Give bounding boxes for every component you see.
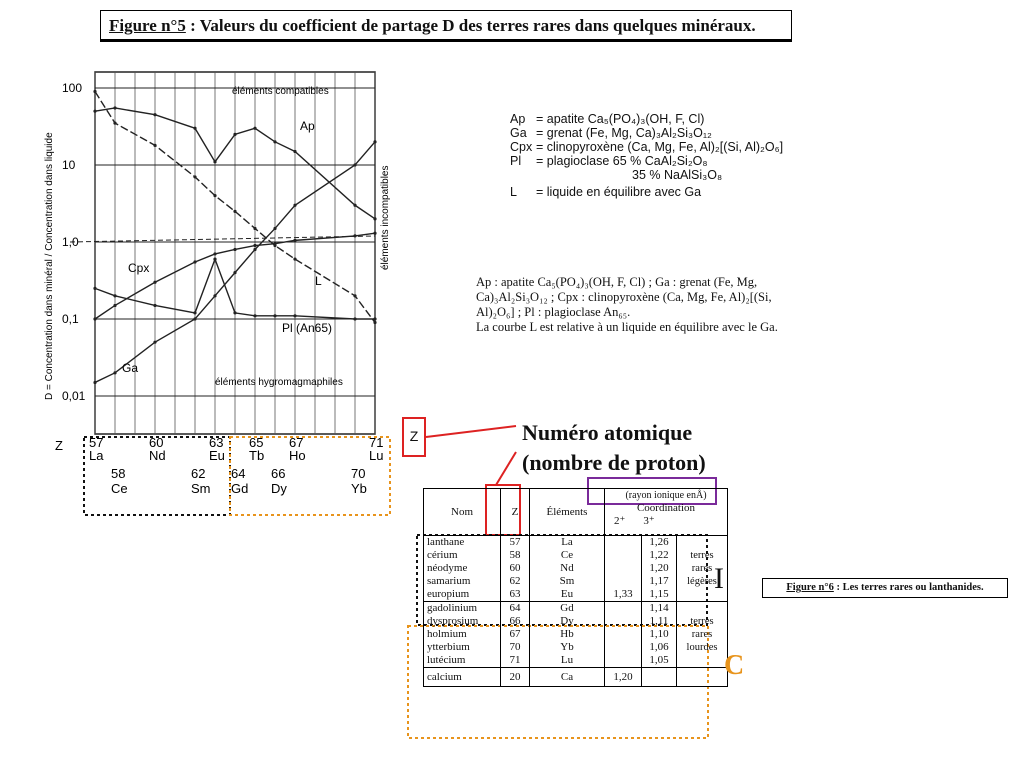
x-element-label-row2: Dy	[271, 481, 287, 496]
header-nom: Nom	[424, 489, 501, 536]
y-tick-label: 10	[62, 158, 76, 172]
cell-nom: europium	[424, 588, 501, 602]
cell-element: Ca	[530, 668, 605, 687]
legend-text: 35 % NaAlSi₃O₈	[632, 168, 723, 182]
annotation-hygromagmaphile: éléments hygromagmaphiles	[215, 377, 343, 388]
cell-z: 70	[501, 641, 530, 654]
cell-z: 62	[501, 575, 530, 588]
x-element-label-row1: Lu	[369, 448, 384, 463]
legend-text: = grenat (Fe, Mg, Ca)₃Al₂Si₃O₁₂	[536, 126, 712, 140]
x-tick-label-bottom: 66	[271, 466, 286, 481]
header-rayon: (rayon ionique enÅ)	[625, 490, 707, 501]
x-tick-label-top: 71	[369, 435, 384, 450]
cell-radius-2plus	[605, 575, 642, 588]
z-connector-line	[426, 426, 516, 437]
cell-nom: cérium	[424, 549, 501, 562]
annotation-compatible: éléments compatibles	[232, 86, 329, 97]
cell-radius-3plus: 1,20	[642, 562, 677, 575]
legend-abbr: Ap	[510, 112, 526, 126]
legend-text: = plagioclase 65 % CaAl₂Si₂O₈	[536, 154, 708, 168]
cell-nom: lutécium	[424, 654, 501, 668]
series-label: Cpx	[128, 261, 150, 275]
cell-z: 63	[501, 588, 530, 602]
cell-element: Lu	[530, 654, 605, 668]
cell-z: 58	[501, 549, 530, 562]
cell-nom: calcium	[424, 668, 501, 687]
x-element-label-row2: Sm	[191, 481, 211, 496]
rare-earths-table	[423, 488, 728, 687]
x-element-label-row1: Eu	[209, 448, 225, 463]
cell-radius-3plus: 1,06	[642, 641, 677, 654]
header-elements: Éléments	[530, 489, 605, 536]
figure-6-text: : Les terres rares ou lanthanides.	[833, 582, 984, 593]
table-row	[424, 668, 728, 687]
y-tick-label: 100	[62, 81, 83, 95]
x-element-label-row2: Yb	[351, 481, 367, 496]
cell-element: Ce	[530, 549, 605, 562]
x-tick-label-top: 57	[89, 435, 104, 450]
table-row	[424, 536, 728, 550]
cell-radius-2plus	[605, 549, 642, 562]
header-coordination	[605, 489, 728, 536]
cell-radius-2plus	[605, 536, 642, 550]
cell-element: Yb	[530, 641, 605, 654]
cell-z: 20	[501, 668, 530, 687]
annotation-line-1: Numéro atomique	[522, 420, 693, 445]
x-element-label-row1: Tb	[249, 448, 265, 463]
cell-nom: lanthane	[424, 536, 501, 550]
cell-nom: néodyme	[424, 562, 501, 575]
figure-6-ref: Figure n°6	[786, 582, 834, 593]
header-coord: Coordination	[636, 502, 696, 514]
cell-nom: samarium	[424, 575, 501, 588]
x-tick-label-top: 60	[149, 435, 164, 450]
figure-6-label	[762, 578, 1008, 598]
y-tick-label: 1,0	[62, 235, 79, 249]
heavy-rare-earths-chart-box	[230, 437, 390, 515]
y-axis-label: D = Concentration dans minéral / Concentration dans liquide	[44, 132, 55, 400]
cell-radius-2plus	[605, 562, 642, 575]
x-tick-label-bottom: 58	[111, 466, 126, 481]
caption-line: La courbe L est relative à un liquide en équilibre avec le Ga.	[476, 320, 778, 334]
y-tick-label: 0,1	[62, 312, 79, 326]
cell-radius-3plus: 1,26	[642, 536, 677, 550]
legend-abbr: Ga	[510, 126, 527, 140]
caption-line: Ap : apatite Ca₅(PO₄)₃(OH, F, Cl) ; Ga : grenat (Fe, Mg,	[476, 275, 758, 289]
z-column-connector	[496, 452, 516, 485]
cell-z: 71	[501, 654, 530, 668]
cell-nom: gadolinium	[424, 602, 501, 616]
y-tick-label: 0,01	[62, 389, 86, 403]
header-3plus: 3⁺	[643, 515, 655, 527]
caption-line: Ca)₃Al₂Si₃O₁₂ ; Cpx : clinopyroxène (Ca, Mg, Fe, Al)₂[(Si,	[476, 290, 772, 304]
legend-abbr: L	[510, 185, 517, 199]
cell-nom: holmium	[424, 628, 501, 641]
cell-element: Nd	[530, 562, 605, 575]
cell-radius-2plus	[605, 628, 642, 641]
heavy-group-label: C	[724, 650, 745, 681]
y-axis-label-right: éléments incompatibles	[380, 165, 391, 270]
light-rare-earths-chart-box	[84, 437, 230, 515]
table-row	[424, 602, 728, 616]
series-label: L	[315, 274, 322, 288]
cell-radius-3plus: 1,05	[642, 654, 677, 668]
legend-text: = clinopyroxène (Ca, Mg, Fe, Al)₂[(Si, Al)₂O₆]	[536, 140, 784, 154]
cell-radius-2plus: 1,33	[605, 588, 642, 602]
cell-radius-3plus: 1,11	[642, 615, 677, 628]
x-element-label-row2: Ce	[111, 481, 128, 496]
cell-radius-2plus	[605, 602, 642, 616]
cell-element: Hb	[530, 628, 605, 641]
x-element-label-row1: Nd	[149, 448, 166, 463]
series-label: Ap	[300, 119, 315, 133]
cell-element: Sm	[530, 575, 605, 588]
x-element-label-row2: Gd	[231, 481, 249, 496]
cell-element: Eu	[530, 588, 605, 602]
cell-radius-2plus: 1,20	[605, 668, 642, 687]
header-2plus: 2⁺	[614, 515, 626, 527]
cell-nom: dysprosium	[424, 615, 501, 628]
cell-z: 67	[501, 628, 530, 641]
x-axis-label: Z	[55, 438, 63, 453]
cell-radius-3plus: 1,17	[642, 575, 677, 588]
x-tick-label-bottom: 64	[231, 466, 246, 481]
header-z: Z	[501, 489, 530, 536]
z-highlight-box: Z	[402, 417, 426, 457]
cell-radius-3plus	[642, 668, 677, 687]
cell-element: La	[530, 536, 605, 550]
x-tick-label-bottom: 62	[191, 466, 206, 481]
x-tick-label-top: 67	[289, 435, 304, 450]
cell-element: Gd	[530, 602, 605, 616]
cell-z: 66	[501, 615, 530, 628]
cell-light-group: terres rares légères	[677, 536, 728, 602]
figure-5-ref: Figure n°5	[109, 16, 186, 35]
cell-element: Dy	[530, 615, 605, 628]
cell-radius-2plus	[605, 641, 642, 654]
legend-text: = liquide en équilibre avec Ga	[536, 185, 702, 199]
light-group-label: I	[714, 562, 724, 595]
cell-radius-2plus	[605, 615, 642, 628]
series-label: Ga	[122, 361, 139, 375]
cell-empty	[677, 668, 728, 687]
table-header-row	[424, 489, 728, 536]
cell-radius-3plus: 1,10	[642, 628, 677, 641]
x-element-label-row1: Ho	[289, 448, 306, 463]
cell-z: 60	[501, 562, 530, 575]
x-element-label-row1: La	[89, 448, 104, 463]
figure-5-title-text: : Valeurs du coefficient de partage D des terres rares dans quelques minéraux.	[185, 16, 756, 35]
caption-line: Al)₂O₆] ; Pl : plagioclase An₆₅.	[476, 305, 631, 319]
x-tick-label-bottom: 70	[351, 466, 366, 481]
cell-z: 57	[501, 536, 530, 550]
cell-radius-3plus: 1,15	[642, 588, 677, 602]
cell-nom: ytterbium	[424, 641, 501, 654]
legend-abbr: Pl	[510, 154, 522, 168]
series-label: Pl (An65)	[282, 321, 333, 335]
cell-z: 64	[501, 602, 530, 616]
legend-text: = apatite Ca₅(PO₄)₃(OH, F, Cl)	[536, 112, 705, 126]
legend-abbr: Cpx	[510, 140, 533, 154]
x-tick-label-top: 65	[249, 435, 264, 450]
annotation-line-2: (nombre de proton)	[522, 450, 706, 475]
cell-radius-3plus: 1,22	[642, 549, 677, 562]
cell-radius-2plus	[605, 654, 642, 668]
x-tick-label-top: 63	[209, 435, 224, 450]
cell-heavy-group: terres rares lourdes	[677, 602, 728, 668]
cell-radius-3plus: 1,14	[642, 602, 677, 616]
